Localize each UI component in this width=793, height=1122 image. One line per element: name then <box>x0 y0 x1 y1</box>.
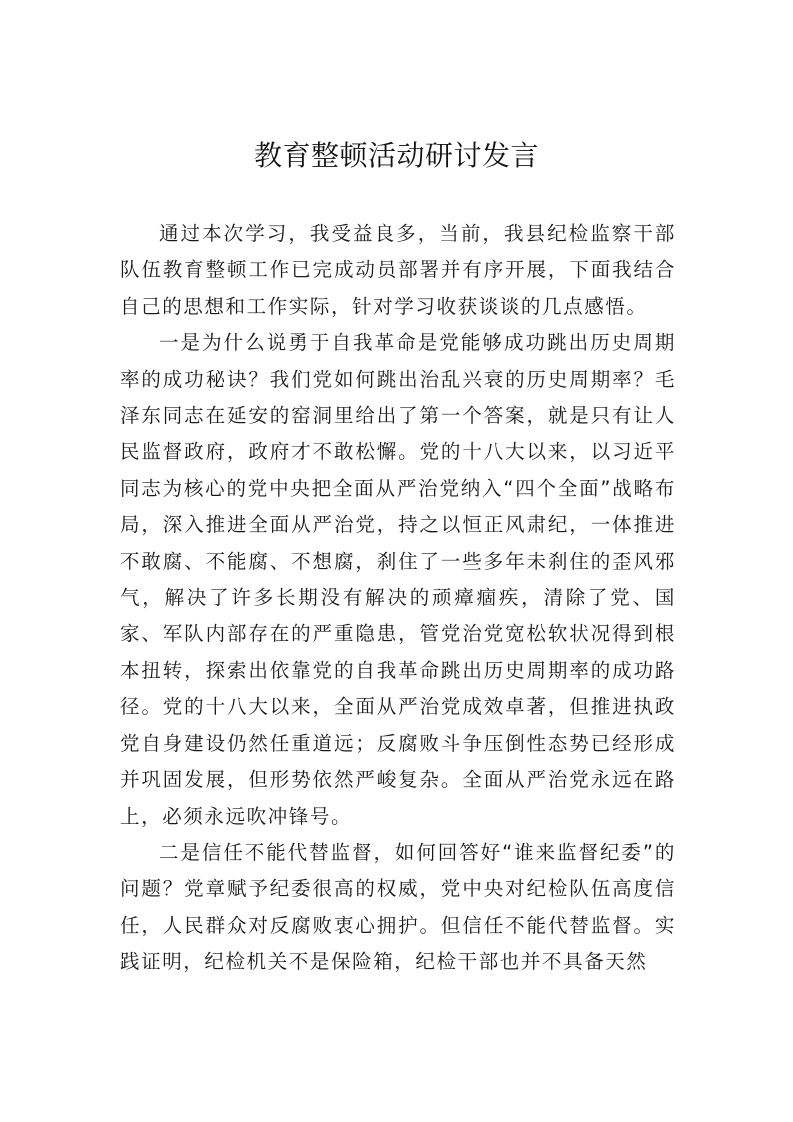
document-title: 教育整顿活动研讨发言 <box>253 139 539 172</box>
document-body <box>120 216 676 981</box>
paragraph-point-two: 二是信任不能代替监督，如何回答好“谁来监督纪委”的问题？党章赋予纪委很高的权威，党中央对纪检队伍高度信任，人民群众对反腐败衷心拥护。但信任不能代替监督。实践证明，纪检机关不是保险箱，纪检干部也并不具备天然 <box>120 840 676 974</box>
paragraph-intro: 通过本次学习，我受益良多，当前，我县纪检监察干部队伍教育整顿工作已完成动员部署并有序开展，下面我结合自己的思想和工作实际，针对学习收获谈谈的几点感悟。 <box>120 222 676 318</box>
paragraph-point-one: 一是为什么说勇于自我革命是党能够成功跳出历史周期率的成功秘诀？我们党如何跳出治乱兴衰的历史周期率？毛泽东同志在延安的窑洞里给出了第一个答案，就是只有让人民监督政府，政府才不敢松懈。党的十八大以来，以习近平同志为核心的党中央把全面从严治党纳入“四个全面”战略布局，深入推进全面从严治党，持之以恒正风肃纪，一体推进不敢腐、不能腐、不想腐，刹住了一些多年未刹住的歪风邪气，解决了许多长期没有解决的顽瘴痼疾，清除了党、国家、军队内部存在的严重隐患，管党治党宽松软状况得到根本扭转，探索出依靠党的自我革命跳出历史周期率的成功路径。党的十八大以来，全面从严治党成效卓著，但推进执政党自身建设仍然任重道远；反腐败斗争压倒性态势已经形成并巩固发展，但形势依然严峻复杂。全面从严治党永远在路上，必须永远吹冲锋号。 <box>120 331 676 828</box>
